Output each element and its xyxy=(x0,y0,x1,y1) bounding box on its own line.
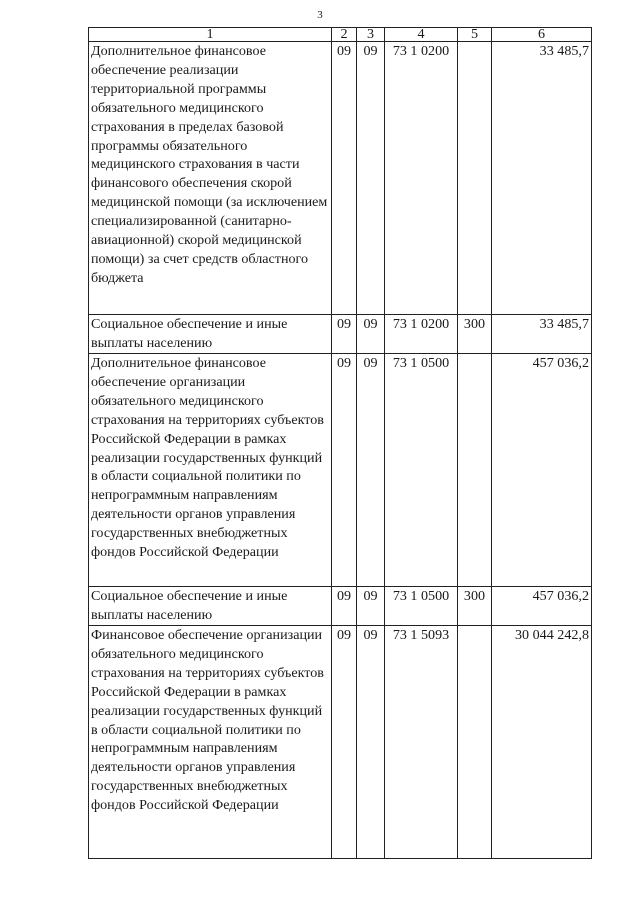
section-code: 09 xyxy=(332,354,357,587)
target-article-code: 73 1 0200 xyxy=(385,42,458,315)
amount: 33 485,7 xyxy=(492,315,592,354)
column-header: 3 xyxy=(357,28,385,42)
item-name: Дополнительное финансовое обеспечение организации обязательного медицинского страхования на территориях субъектов Российской Федерации в рамках реализации государственных функций в области социальной политики по непрограммным направлениям деятельности органов управления государственных внебюджетных фондов Российской Федерации xyxy=(89,354,332,587)
target-article-code: 73 1 0500 xyxy=(385,354,458,587)
column-header: 5 xyxy=(458,28,492,42)
expense-type-code: 300 xyxy=(458,587,492,626)
column-header: 4 xyxy=(385,28,458,42)
amount: 33 485,7 xyxy=(492,42,592,315)
table-row xyxy=(89,587,592,626)
expense-type-code: 300 xyxy=(458,315,492,354)
target-article-code: 73 1 0200 xyxy=(385,315,458,354)
table-row xyxy=(89,42,592,315)
column-header: 2 xyxy=(332,28,357,42)
item-name: Дополнительное финансовое обеспечение реализации территориальной программы обязательного медицинского страхования в пределах базовой программы обязательного медицинского страхования в части финансового обеспечения скорой медицинской помощи (за исключением специализированной (санитарно-авиационной) скорой медицинской помощи) за счет средств областного бюджета xyxy=(89,42,332,315)
table-row xyxy=(89,354,592,587)
section-code: 09 xyxy=(332,42,357,315)
section-code: 09 xyxy=(332,626,357,859)
subsection-code: 09 xyxy=(357,42,385,315)
table-row xyxy=(89,315,592,354)
amount: 457 036,2 xyxy=(492,354,592,587)
amount: 457 036,2 xyxy=(492,587,592,626)
subsection-code: 09 xyxy=(357,315,385,354)
target-article-code: 73 1 0500 xyxy=(385,587,458,626)
column-header: 6 xyxy=(492,28,592,42)
subsection-code: 09 xyxy=(357,626,385,859)
expense-type-code xyxy=(458,42,492,315)
page-number: 3 xyxy=(317,9,323,21)
section-code: 09 xyxy=(332,315,357,354)
subsection-code: 09 xyxy=(357,354,385,587)
column-header: 1 xyxy=(89,28,332,42)
table-row xyxy=(89,626,592,859)
budget-table xyxy=(88,27,592,859)
expense-type-code xyxy=(458,626,492,859)
item-name: Социальное обеспечение и иные выплаты населению xyxy=(89,315,332,354)
item-name: Социальное обеспечение и иные выплаты населению xyxy=(89,587,332,626)
target-article-code: 73 1 5093 xyxy=(385,626,458,859)
expense-type-code xyxy=(458,354,492,587)
section-code: 09 xyxy=(332,587,357,626)
amount: 30 044 242,8 xyxy=(492,626,592,859)
subsection-code: 09 xyxy=(357,587,385,626)
item-name: Финансовое обеспечение организации обязательного медицинского страхования на территориях субъектов Российской Федерации в рамках реализации государственных функций в области социальной политики по непрограммным направлениям деятельности органов управления государственных внебюджетных фондов Российской Федерации xyxy=(89,626,332,859)
column-number-row xyxy=(89,28,592,42)
